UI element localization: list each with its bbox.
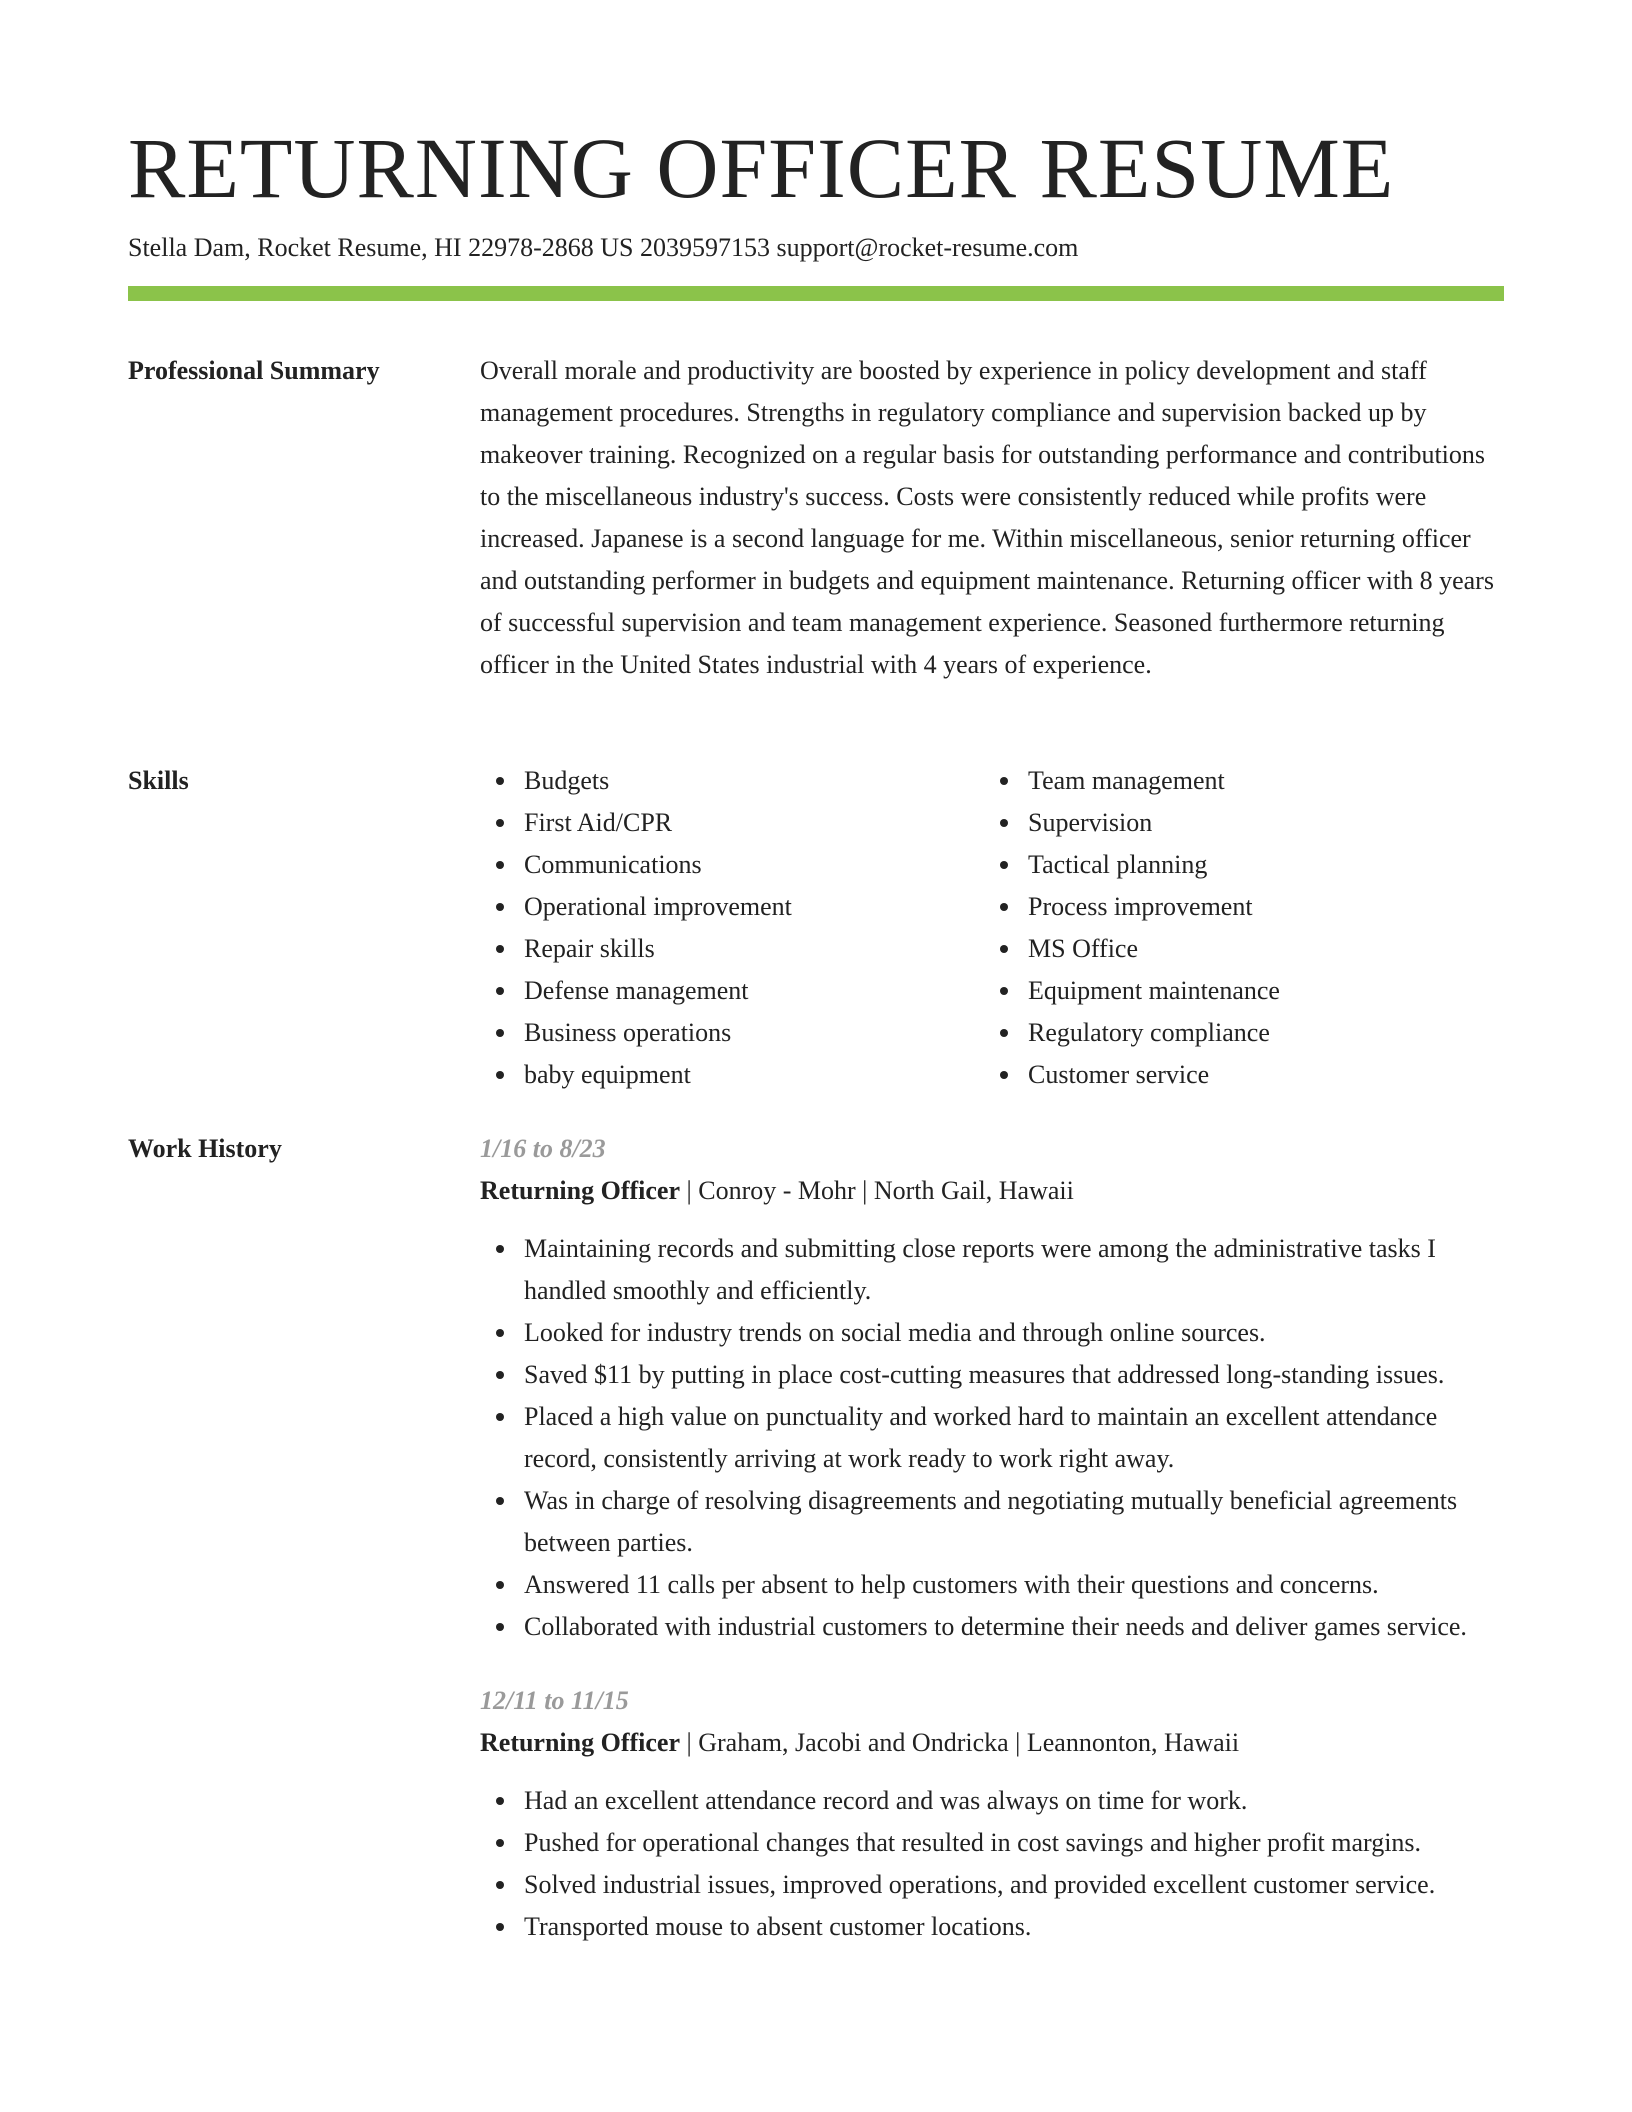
job-dates: 12/11 to 11/15 [480,1686,629,1715]
summary-heading: Professional Summary [128,356,380,385]
job-title: Returning Officer [480,1728,681,1757]
summary-text: Overall morale and productivity are boosted by experience in policy development and staff management procedures. Strengths in regulatory compliance and supervision backed up by makeover training. Recognized on a regular basis for outstanding performance and contributions to the miscellaneous industry's success. Costs were consistently reduced while profits were increased. Japanese is a second language for me. Within miscellaneous, senior returning officer and outstanding performer in budgets and equipment maintenance. Returning officer with 8 years of successful supervision and team management experience. Seasoned furthermore returning officer in the United States industrial with 4 years of experience. [480,356,1494,679]
skill-item: Supervision [984,802,1488,844]
job-bullets [480,1228,1504,1648]
skill-item: Team management [984,760,1488,802]
job-bullet: Solved industrial issues, improved operations, and provided excellent customer service. [480,1864,1504,1906]
job-bullet: Was in charge of resolving disagreements and negotiating mutually beneficial agreements between parties. [480,1480,1504,1564]
skills-list-left [480,760,984,1096]
job-bullet: Maintaining records and submitting close reports were among the administrative tasks I handled smoothly and efficiently. [480,1228,1504,1312]
skill-item: Budgets [480,760,984,802]
skill-item: Process improvement [984,886,1488,928]
job-bullets [480,1780,1504,1948]
skill-item: Business operations [480,1012,984,1054]
job-bullet: Answered 11 calls per absent to help customers with their questions and concerns. [480,1564,1504,1606]
skill-item: Communications [480,844,984,886]
job-bullet: Collaborated with industrial customers to determine their needs and deliver games service. [480,1606,1504,1648]
job-bullet: Had an excellent attendance record and was always on time for work. [480,1780,1504,1822]
skill-item: Equipment maintenance [984,970,1488,1012]
header-divider [128,286,1504,301]
job-entry [480,1680,1504,1948]
job-details: | Conroy - Mohr | North Gail, Hawaii [680,1176,1074,1205]
work-history-heading: Work History [128,1134,282,1163]
job-dates: 1/16 to 8/23 [480,1134,606,1163]
contact-line: Stella Dam, Rocket Resume, HI 22978-2868 US 2039597153 support@rocket-resume.com [128,233,1079,262]
skills-heading: Skills [128,766,189,795]
job-bullet: Saved $11 by putting in place cost-cutting measures that addressed long-standing issues. [480,1354,1504,1396]
job-entry [480,1128,1504,1648]
job-details: | Graham, Jacobi and Ondricka | Leannonton, Hawaii [680,1728,1240,1757]
job-header [480,1170,1504,1212]
skill-item: Defense management [480,970,984,1012]
resume-title: RETURNING OFFICER RESUME [128,120,1395,216]
job-bullet: Looked for industry trends on social media and through online sources. [480,1312,1504,1354]
job-bullet: Pushed for operational changes that resulted in cost savings and higher profit margins. [480,1822,1504,1864]
job-title: Returning Officer [480,1176,681,1205]
skill-item: MS Office [984,928,1488,970]
skill-item: Regulatory compliance [984,1012,1488,1054]
skill-item: baby equipment [480,1054,984,1096]
skill-item: Tactical planning [984,844,1488,886]
job-header [480,1722,1504,1764]
skill-item: Customer service [984,1054,1488,1096]
skill-item: First Aid/CPR [480,802,984,844]
job-bullet: Placed a high value on punctuality and worked hard to maintain an excellent attendance record, consistently arriving at work ready to work right away. [480,1396,1504,1480]
skill-item: Operational improvement [480,886,984,928]
job-bullet: Transported mouse to absent customer locations. [480,1906,1504,1948]
skills-list-right [984,760,1488,1096]
skill-item: Repair skills [480,928,984,970]
